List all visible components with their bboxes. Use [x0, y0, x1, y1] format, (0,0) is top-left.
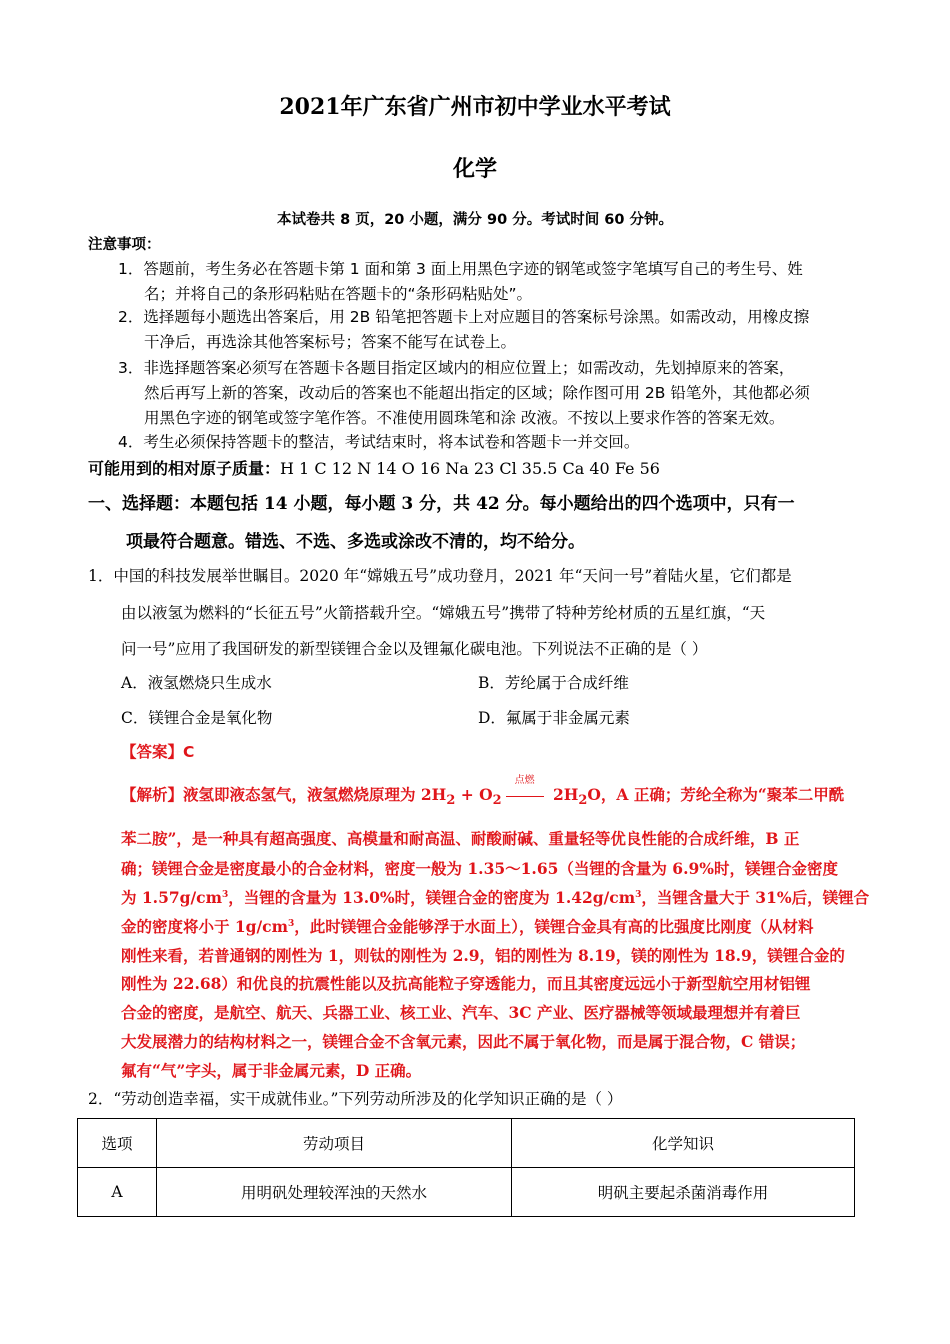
- q1-option-a: A．液氢燃烧只生成水: [121, 674, 272, 692]
- q1-stem-line1: 1．中国的科技发展举世瞩目。2020 年“嫦娥五号”成功登月，2021 年“天问一号”着陆火星，它们都是: [88, 567, 792, 585]
- q1-stem-line3: 问一号”应用了我国研发的新型镁锂合金以及锂氟化碳电池。下列说法不正确的是（ ）: [121, 640, 708, 658]
- exam-info: 本试卷共 8 页，20 小题，满分 90 分。考试时间 60 分钟。: [277, 212, 673, 228]
- subject-title: 化学: [452, 156, 497, 182]
- q1-analysis-line6: 刚性来看，若普通钢的刚性为 1，则钛的刚性为 2.9，铝的刚性为 8.19，镁的刚性为 18.9，镁锂合金的: [121, 946, 845, 965]
- q2-stem: 2．“劳动创造幸福，实干成就伟业。”下列劳动所涉及的化学知识正确的是（ ）: [88, 1090, 623, 1108]
- section-heading-line2: 项最符合题意。错选、不选、多选或涂改不清的，均不给分。: [126, 532, 585, 552]
- notice-item-2: 2．选择题每小题选出答案后，用 2B 铅笔把答题卡上对应题目的答案标号涂黑。如需改动，用橡皮擦 干净后，再选涂其他答案标号；答案不能写在试卷上。: [118, 308, 810, 351]
- notice-item-3: 3．非选择题答案必须写在答题卡各题目指定区域内的相应位置上；如需改动，先划掉原来的答案， 然后再写上新的答案，改动后的答案也不能超出指定的区域；除作图可用 2B 铅笔外，其他都必须 用黑色字迹的钢笔或签字笔作答。不准使用圆珠笔和涂 改液。不按以上要求作答的答案无效。: [118, 359, 810, 427]
- notice-heading: 注意事项：: [88, 237, 161, 253]
- atomic-mass-label: 可能用到的相对原子质量：: [88, 459, 281, 478]
- atomic-mass-line: [88, 456, 660, 479]
- notice-item-4: 4．考生必须保持答题卡的整洁，考试结束时，将本试卷和答题卡一并交回。: [118, 433, 640, 451]
- table-cell: 明矾主要起杀菌消毒作用: [512, 1168, 855, 1217]
- q1-analysis-line5: 金的密度将小于 $1g/cm^3$，此时镁锂合金能够浮于水面上），镁锂合金具有高的比强度比刚度（从材料: [121, 917, 814, 936]
- q1-option-d: D．氟属于非金属元素: [478, 709, 630, 727]
- reaction-arrow: 点燃: [506, 785, 544, 804]
- q1-analysis-line4: 为 $1.57g/cm^3$，当锂的含量为 13.0%时，镁锂合金的密度为 $1.42g/cm^3$，当锂含量大于 31%后，镁锂合: [121, 888, 870, 907]
- q1-analysis-line2: 苯二胺”，是一种具有超高强度、高模量和耐高温、耐酸耐碱、重量轻等优良性能的合成纤维，B 正: [121, 829, 800, 848]
- table-header-cell: 选项: [78, 1119, 157, 1168]
- table-header-cell: 劳动项目: [157, 1119, 512, 1168]
- q2-table: [77, 1118, 855, 1217]
- q1-analysis-line1: 【解析】液氢即液态氢气，液氢燃烧原理为 $2H_2 + O_2$ 点燃 $2H_2O$，A 正确；芳纶全称为“聚苯二甲酰: [121, 775, 845, 809]
- q1-analysis-line7: 刚性为 22.68）和优良的抗震性能以及抗高能粒子穿透能力，而且其密度远远小于新型航空用材铝锂: [121, 974, 811, 993]
- table-row: [78, 1168, 855, 1217]
- q1-answer: 【答案】C: [121, 743, 195, 761]
- table-cell: A: [78, 1168, 157, 1217]
- table-header-cell: 化学知识: [512, 1119, 855, 1168]
- q1-analysis-line9: 大发展潜力的结构材料之一，镁锂合金不含氧元素，因此不属于氧化物，而是属于混合物，C 错误；: [121, 1032, 806, 1051]
- q1-analysis-line8: 合金的密度，是航空、航天、兵器工业、核工业、汽车、3C 产业、医疗器械等领域最理想并有着巨: [121, 1003, 801, 1022]
- q1-option-c: C．镁锂合金是氧化物: [121, 709, 273, 727]
- notice-item-1: 1．答题前，考生务必在答题卡第 1 面和第 3 面上用黑色字迹的钢笔或签字笔填写自己的考生号、姓 名；并将自己的条形码粘贴在答题卡的“条形码粘贴处”。: [118, 260, 803, 303]
- table-header-row: [78, 1119, 855, 1168]
- atomic-mass-values: H 1 C 12 N 14 O 16 Na 23 Cl 35.5 Ca 40 Fe 56: [280, 459, 660, 478]
- q1-option-b: B．芳纶属于合成纤维: [478, 674, 629, 692]
- section-heading-line1: 一、选择题：本题包括 14 小题，每小题 3 分，共 42 分。每小题给出的四个选项中，只有一: [88, 494, 795, 514]
- q1-analysis-line10: 氟有“气”字头，属于非金属元素，D 正确。: [121, 1061, 422, 1080]
- q1-analysis-line3: 确；镁锂合金是密度最小的合金材料，密度一般为 1.35～1.65（当锂的含量为 6.9%时，镁锂合金密度: [121, 859, 838, 878]
- exam-title: 2021年广东省广州市初中学业水平考试: [279, 94, 671, 120]
- q1-stem-line2: 由以液氢为燃料的“长征五号”火箭搭载升空。“嫦娥五号”携带了特种芳纶材质的五星红旗，“天: [121, 604, 766, 622]
- table-cell: 用明矾处理较浑浊的天然水: [157, 1168, 512, 1217]
